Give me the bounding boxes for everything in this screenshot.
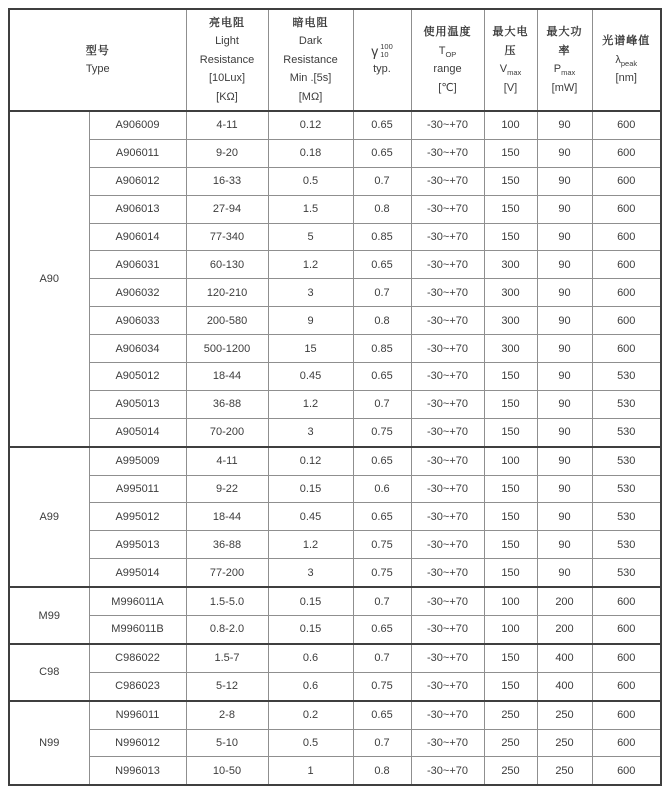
header-pmax-cn2: 率 [558, 44, 571, 57]
light-resistance-cell: 4-11 [186, 447, 268, 475]
temp-range-cell: -30~+70 [411, 335, 484, 363]
max-voltage-cell: 250 [484, 701, 537, 729]
light-resistance-cell: 2-8 [186, 701, 268, 729]
header-dark-l3: Min .[5s] [289, 72, 332, 85]
temp-range-cell: -30~+70 [411, 644, 484, 672]
gamma-cell: 0.7 [353, 729, 411, 757]
gamma-cell: 0.75 [353, 418, 411, 446]
temp-range-cell: -30~+70 [411, 223, 484, 251]
gamma-symbol: γ 100 10 [371, 41, 393, 59]
light-resistance-cell: 27-94 [186, 195, 268, 223]
header-gamma [353, 9, 411, 111]
header-temp-sym: $T_{OP}$ [438, 44, 457, 59]
table-row [9, 475, 661, 503]
max-power-cell: 90 [537, 111, 592, 139]
peak-wavelength-cell: 530 [592, 475, 661, 503]
light-resistance-cell: 120-210 [186, 279, 268, 307]
peak-wavelength-cell: 530 [592, 390, 661, 418]
temp-range-cell: -30~+70 [411, 418, 484, 446]
header-light-cn: 亮电阻 [209, 16, 245, 29]
table-row [9, 139, 661, 167]
dark-resistance-cell: 9 [268, 307, 353, 335]
max-power-cell: 200 [537, 616, 592, 644]
max-voltage-cell: 150 [484, 672, 537, 700]
model-cell: A906031 [89, 251, 186, 279]
light-resistance-cell: 5-12 [186, 672, 268, 700]
header-gamma-typ: typ. [373, 63, 391, 75]
max-voltage-cell: 150 [484, 559, 537, 587]
temp-range-cell: -30~+70 [411, 447, 484, 475]
temp-range-cell: -30~+70 [411, 503, 484, 531]
light-resistance-cell: 18-44 [186, 363, 268, 391]
light-resistance-cell: 10-50 [186, 757, 268, 785]
temp-range-cell: -30~+70 [411, 531, 484, 559]
dark-resistance-cell: 1.2 [268, 390, 353, 418]
table-row [9, 587, 661, 615]
gamma-cell: 0.7 [353, 587, 411, 615]
gamma-cell: 0.65 [353, 139, 411, 167]
temp-range-cell: -30~+70 [411, 672, 484, 700]
max-voltage-cell: 150 [484, 363, 537, 391]
model-cell: N996011 [89, 701, 186, 729]
header-dark-l4: [MΩ] [298, 90, 323, 103]
header-type [9, 9, 186, 111]
group-C98 [9, 644, 661, 701]
max-voltage-cell: 100 [484, 111, 537, 139]
table-header [9, 9, 661, 111]
temp-range-cell: -30~+70 [411, 251, 484, 279]
table-row [9, 531, 661, 559]
peak-wavelength-cell: 600 [592, 251, 661, 279]
peak-wavelength-cell: 600 [592, 223, 661, 251]
max-power-cell: 90 [537, 167, 592, 195]
gamma-cell: 0.85 [353, 223, 411, 251]
table-row [9, 447, 661, 475]
dark-resistance-cell: 1.2 [268, 531, 353, 559]
gamma-cell: 0.65 [353, 616, 411, 644]
header-light-l2: Resistance [199, 53, 255, 66]
peak-wavelength-cell: 600 [592, 729, 661, 757]
header-pmax-unit: [mW] [551, 81, 578, 94]
max-voltage-cell: 150 [484, 503, 537, 531]
max-power-cell: 90 [537, 139, 592, 167]
table-row [9, 111, 661, 139]
group-A99 [9, 447, 661, 587]
gamma-cell: 0.75 [353, 559, 411, 587]
peak-wavelength-cell: 530 [592, 503, 661, 531]
dark-resistance-cell: 15 [268, 335, 353, 363]
model-cell: A906009 [89, 111, 186, 139]
model-cell: A995009 [89, 447, 186, 475]
max-voltage-cell: 150 [484, 139, 537, 167]
peak-wavelength-cell: 600 [592, 167, 661, 195]
peak-wavelength-cell: 600 [592, 279, 661, 307]
header-temp-range: range [433, 63, 462, 75]
header-vmax-sym: $V_{max}$ [499, 63, 522, 78]
table-row [9, 644, 661, 672]
temp-range-cell: -30~+70 [411, 616, 484, 644]
dark-resistance-cell: 0.18 [268, 139, 353, 167]
max-power-cell: 250 [537, 757, 592, 785]
model-cell: A905014 [89, 418, 186, 446]
peak-wavelength-cell: 600 [592, 587, 661, 615]
max-voltage-cell: 150 [484, 475, 537, 503]
model-cell: C986023 [89, 672, 186, 700]
gamma-cell: 0.75 [353, 531, 411, 559]
light-resistance-cell: 36-88 [186, 390, 268, 418]
peak-wavelength-cell: 530 [592, 363, 661, 391]
light-resistance-cell: 9-20 [186, 139, 268, 167]
table-row [9, 729, 661, 757]
header-pmax-sym: $P_{max}$ [553, 63, 576, 78]
max-power-cell: 400 [537, 672, 592, 700]
group-label: A90 [9, 111, 89, 447]
max-voltage-cell: 150 [484, 418, 537, 446]
header-row [9, 9, 661, 111]
max-power-cell: 400 [537, 644, 592, 672]
gamma-cell: 0.7 [353, 167, 411, 195]
dark-resistance-cell: 0.6 [268, 672, 353, 700]
temp-range-cell: -30~+70 [411, 757, 484, 785]
temp-range-cell: -30~+70 [411, 167, 484, 195]
max-voltage-cell: 300 [484, 251, 537, 279]
table-row [9, 279, 661, 307]
model-cell: A995011 [89, 475, 186, 503]
dark-resistance-cell: 1 [268, 757, 353, 785]
header-peak-wavelength [592, 9, 661, 111]
peak-wavelength-cell: 600 [592, 335, 661, 363]
header-light-l3: [10Lux] [208, 72, 246, 85]
gamma-cell: 0.65 [353, 503, 411, 531]
peak-wavelength-cell: 530 [592, 447, 661, 475]
max-power-cell: 90 [537, 503, 592, 531]
gamma-cell: 0.8 [353, 307, 411, 335]
table-row [9, 335, 661, 363]
group-N99 [9, 701, 661, 786]
gamma-cell: 0.65 [353, 701, 411, 729]
light-resistance-cell: 77-200 [186, 559, 268, 587]
spec-table [8, 8, 662, 786]
dark-resistance-cell: 5 [268, 223, 353, 251]
max-power-cell: 90 [537, 251, 592, 279]
max-power-cell: 90 [537, 363, 592, 391]
dark-resistance-cell: 0.2 [268, 701, 353, 729]
model-cell: M996011A [89, 587, 186, 615]
header-temp-cn: 使用温度 [423, 26, 472, 38]
temp-range-cell: -30~+70 [411, 111, 484, 139]
peak-wavelength-cell: 600 [592, 616, 661, 644]
model-cell: A906032 [89, 279, 186, 307]
max-power-cell: 250 [537, 701, 592, 729]
model-cell: A906033 [89, 307, 186, 335]
max-power-cell: 90 [537, 195, 592, 223]
table-row [9, 701, 661, 729]
max-power-cell: 250 [537, 729, 592, 757]
peak-wavelength-cell: 600 [592, 139, 661, 167]
table-row [9, 363, 661, 391]
max-voltage-cell: 300 [484, 335, 537, 363]
dark-resistance-cell: 0.12 [268, 111, 353, 139]
light-resistance-cell: 0.8-2.0 [186, 616, 268, 644]
light-resistance-cell: 16-33 [186, 167, 268, 195]
dark-resistance-cell: 3 [268, 279, 353, 307]
light-resistance-cell: 77-340 [186, 223, 268, 251]
gamma-cell: 0.65 [353, 447, 411, 475]
max-power-cell: 90 [537, 418, 592, 446]
dark-resistance-cell: 0.15 [268, 616, 353, 644]
gamma-cell: 0.65 [353, 251, 411, 279]
peak-wavelength-cell: 530 [592, 531, 661, 559]
group-label: M99 [9, 587, 89, 644]
temp-range-cell: -30~+70 [411, 559, 484, 587]
max-voltage-cell: 300 [484, 279, 537, 307]
peak-wavelength-cell: 530 [592, 559, 661, 587]
peak-wavelength-cell: 530 [592, 418, 661, 446]
group-A90 [9, 111, 661, 447]
gamma-cell: 0.7 [353, 279, 411, 307]
gamma-cell: 0.75 [353, 672, 411, 700]
max-voltage-cell: 250 [484, 757, 537, 785]
max-voltage-cell: 250 [484, 729, 537, 757]
model-cell: C986022 [89, 644, 186, 672]
table-row [9, 503, 661, 531]
model-cell: A995014 [89, 559, 186, 587]
light-resistance-cell: 500-1200 [186, 335, 268, 363]
max-power-cell: 90 [537, 223, 592, 251]
max-voltage-cell: 150 [484, 223, 537, 251]
table-row [9, 757, 661, 785]
dark-resistance-cell: 0.45 [268, 363, 353, 391]
dark-resistance-cell: 3 [268, 559, 353, 587]
peak-wavelength-cell: 600 [592, 644, 661, 672]
light-resistance-cell: 70-200 [186, 418, 268, 446]
max-voltage-cell: 100 [484, 616, 537, 644]
peak-wavelength-cell: 600 [592, 307, 661, 335]
temp-range-cell: -30~+70 [411, 587, 484, 615]
temp-range-cell: -30~+70 [411, 195, 484, 223]
dark-resistance-cell: 0.6 [268, 644, 353, 672]
model-cell: A905013 [89, 390, 186, 418]
header-type-en: Type [85, 63, 110, 75]
group-label: N99 [9, 701, 89, 786]
max-power-cell: 90 [537, 559, 592, 587]
header-max-voltage [484, 9, 537, 111]
table-row [9, 616, 661, 644]
gamma-cell: 0.85 [353, 335, 411, 363]
dark-resistance-cell: 1.2 [268, 251, 353, 279]
dark-resistance-cell: 0.5 [268, 729, 353, 757]
table-row [9, 223, 661, 251]
header-temp-unit: [℃] [438, 81, 457, 94]
peak-wavelength-cell: 600 [592, 195, 661, 223]
dark-resistance-cell: 1.5 [268, 195, 353, 223]
table-row [9, 559, 661, 587]
max-voltage-cell: 150 [484, 644, 537, 672]
light-resistance-cell: 5-10 [186, 729, 268, 757]
table-row [9, 195, 661, 223]
model-cell: A906014 [89, 223, 186, 251]
temp-range-cell: -30~+70 [411, 390, 484, 418]
model-cell: A995012 [89, 503, 186, 531]
header-lambda-sym: $\lambda_{peak}$ [615, 53, 638, 68]
gamma-cell: 0.8 [353, 195, 411, 223]
table-row [9, 390, 661, 418]
max-power-cell: 90 [537, 390, 592, 418]
table-row [9, 418, 661, 446]
header-lambda-cn: 光谱峰值 [602, 35, 651, 48]
max-voltage-cell: 150 [484, 195, 537, 223]
table-row [9, 167, 661, 195]
max-power-cell: 90 [537, 307, 592, 335]
temp-range-cell: -30~+70 [411, 279, 484, 307]
header-light-resistance [186, 9, 268, 111]
header-lambda-unit: [nm] [615, 72, 637, 85]
light-resistance-cell: 1.5-5.0 [186, 587, 268, 615]
gamma-cell: 0.7 [353, 390, 411, 418]
header-operating-temp [411, 9, 484, 111]
temp-range-cell: -30~+70 [411, 139, 484, 167]
temp-range-cell: -30~+70 [411, 307, 484, 335]
table-row [9, 307, 661, 335]
header-dark-cn: 暗电阻 [292, 16, 329, 29]
model-cell: N996013 [89, 757, 186, 785]
header-light-l4: [KΩ] [216, 90, 238, 103]
max-voltage-cell: 100 [484, 587, 537, 615]
gamma-cell: 0.65 [353, 363, 411, 391]
model-cell: N996012 [89, 729, 186, 757]
light-resistance-cell: 4-11 [186, 111, 268, 139]
model-cell: A906013 [89, 195, 186, 223]
light-resistance-cell: 1.5-7 [186, 644, 268, 672]
max-voltage-cell: 150 [484, 390, 537, 418]
model-cell: A995013 [89, 531, 186, 559]
peak-wavelength-cell: 600 [592, 701, 661, 729]
header-dark-resistance [268, 9, 353, 111]
model-cell: A906034 [89, 335, 186, 363]
header-vmax-cn2: 压 [504, 44, 517, 57]
light-resistance-cell: 18-44 [186, 503, 268, 531]
header-dark-l1: Dark [298, 35, 323, 48]
peak-wavelength-cell: 600 [592, 757, 661, 785]
table-row [9, 672, 661, 700]
header-vmax-unit: [V] [503, 81, 518, 94]
group-label: C98 [9, 644, 89, 701]
model-cell: A906012 [89, 167, 186, 195]
dark-resistance-cell: 0.15 [268, 587, 353, 615]
header-dark-l2: Resistance [283, 53, 338, 66]
max-power-cell: 90 [537, 447, 592, 475]
light-resistance-cell: 9-22 [186, 475, 268, 503]
dark-resistance-cell: 3 [268, 418, 353, 446]
max-power-cell: 200 [537, 587, 592, 615]
max-power-cell: 90 [537, 531, 592, 559]
header-max-power [537, 9, 592, 111]
light-resistance-cell: 200-580 [186, 307, 268, 335]
gamma-cell: 0.6 [353, 475, 411, 503]
temp-range-cell: -30~+70 [411, 701, 484, 729]
group-M99 [9, 587, 661, 644]
max-voltage-cell: 150 [484, 531, 537, 559]
model-cell: A905012 [89, 363, 186, 391]
temp-range-cell: -30~+70 [411, 363, 484, 391]
header-light-l1: Light [215, 35, 239, 48]
light-resistance-cell: 36-88 [186, 531, 268, 559]
model-cell: M996011B [89, 616, 186, 644]
group-label: A99 [9, 447, 89, 587]
header-type-cn: 型号 [85, 44, 110, 57]
temp-range-cell: -30~+70 [411, 475, 484, 503]
max-power-cell: 90 [537, 279, 592, 307]
dark-resistance-cell: 0.5 [268, 167, 353, 195]
max-power-cell: 90 [537, 475, 592, 503]
gamma-cell: 0.8 [353, 757, 411, 785]
max-voltage-cell: 150 [484, 167, 537, 195]
light-resistance-cell: 60-130 [186, 251, 268, 279]
max-voltage-cell: 100 [484, 447, 537, 475]
header-vmax-cn1: 最大电 [492, 26, 529, 38]
gamma-cell: 0.65 [353, 111, 411, 139]
table-row [9, 251, 661, 279]
dark-resistance-cell: 0.45 [268, 503, 353, 531]
peak-wavelength-cell: 600 [592, 672, 661, 700]
gamma-cell: 0.7 [353, 644, 411, 672]
header-pmax-cn1: 最大功 [546, 26, 583, 38]
peak-wavelength-cell: 600 [592, 111, 661, 139]
max-voltage-cell: 300 [484, 307, 537, 335]
model-cell: A906011 [89, 139, 186, 167]
dark-resistance-cell: 0.12 [268, 447, 353, 475]
max-power-cell: 90 [537, 335, 592, 363]
dark-resistance-cell: 0.15 [268, 475, 353, 503]
temp-range-cell: -30~+70 [411, 729, 484, 757]
